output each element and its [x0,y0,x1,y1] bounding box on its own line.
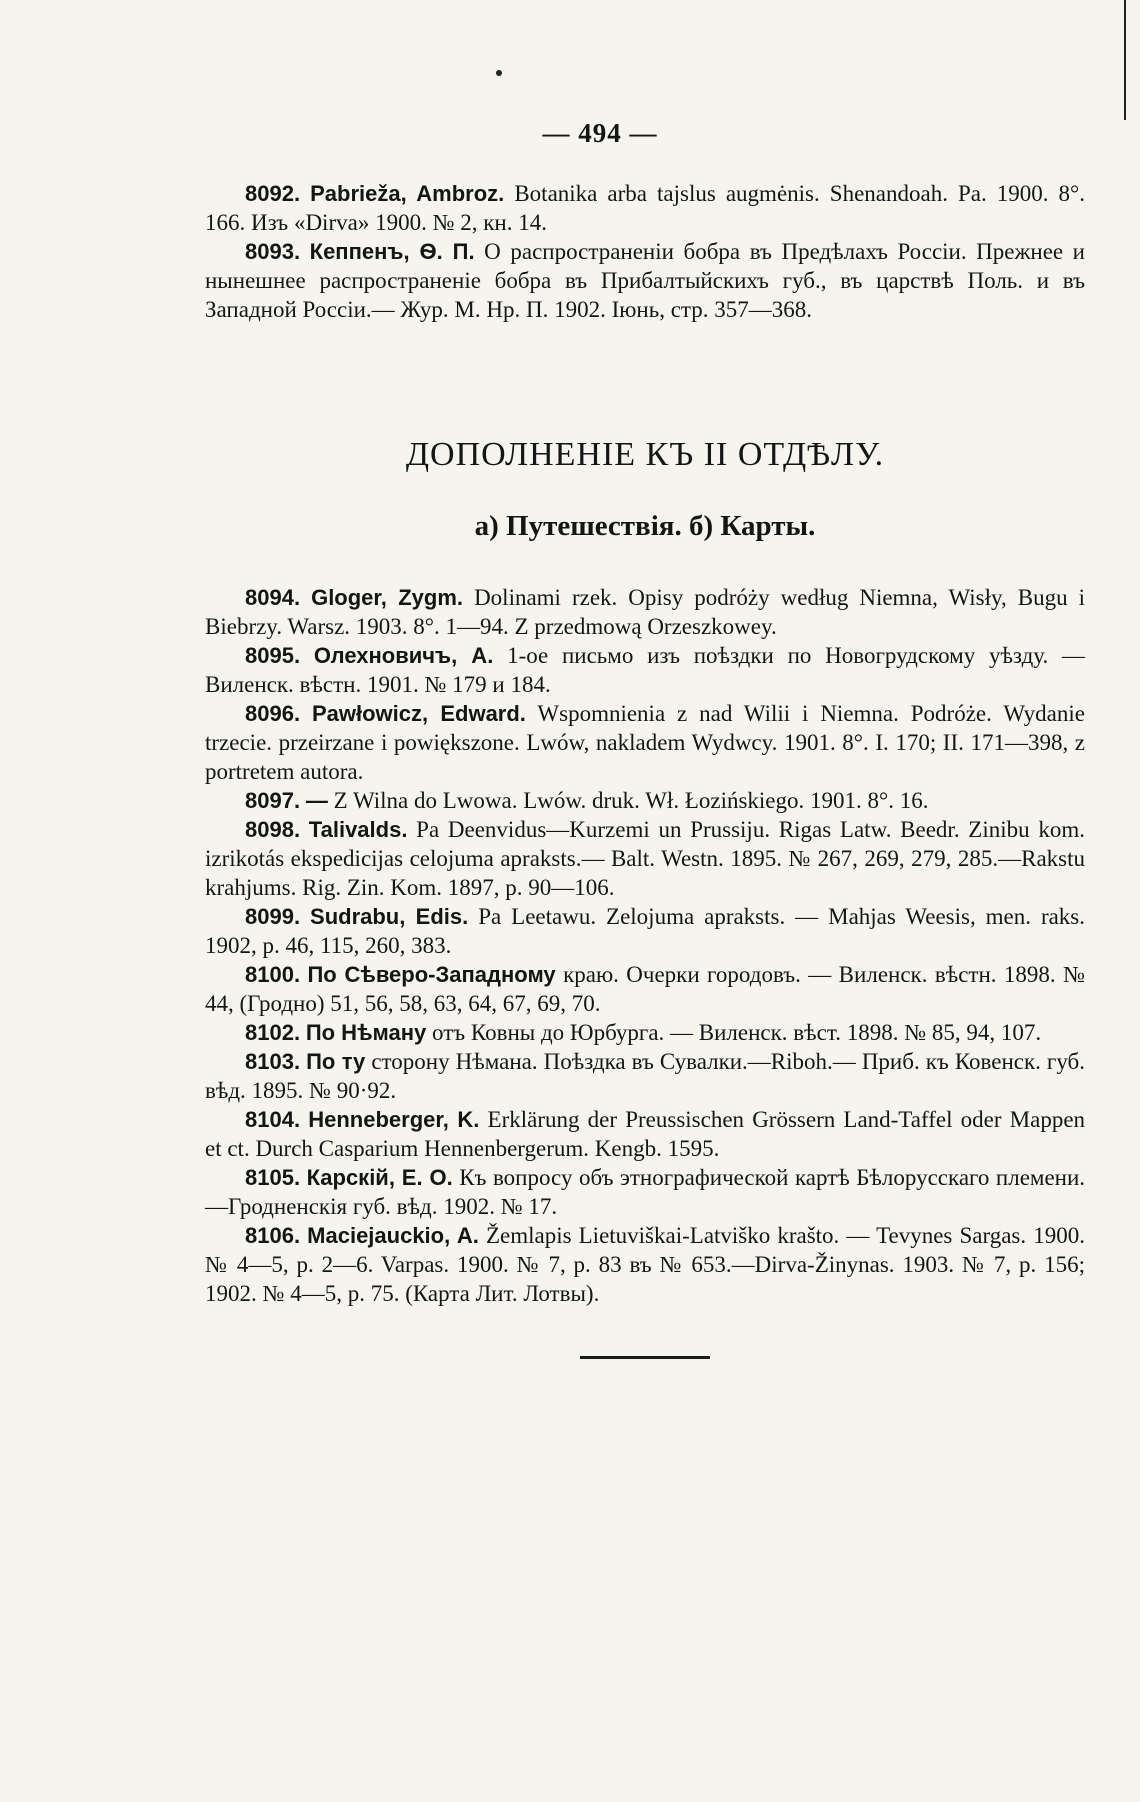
supplement-heading: ДОПОЛНЕНІЕ КЪ II ОТДѢЛУ. [405,436,885,473]
entry-author: Gloger, Zygm. [311,585,464,610]
entry-text: О распространеніи бобра въ Предѣлахъ Россіи. Прежнее и нынешнее распространеніе бобра въ Прибалтыйскихъ губ., въ царствѣ Поль. и въ Западной Россіи.— Жур. М. Нр. П. 1902. Іюнь, стр. 357—368. [205,239,1085,322]
bibliography-entry [205,786,1085,815]
entry-text: Wspomnienia z nad Wilii i Niemna. Podróże. Wydanie trzecie. przeirzane i powiększone. Lwów, nakladem Wydwcy. 1901. 8°. I. 170; II. 171—398, z portretem autora. [205,701,1085,784]
entry-author: — [305,788,328,813]
entry-author: Pabrieža, Ambroz. [310,181,505,206]
bibliography-entry [205,1163,1085,1221]
closing-rule [580,1356,710,1359]
section-subheading: а) Путешествія. б) Карты. [474,510,816,542]
bibliography-entry [205,583,1085,641]
bibliography-entry [205,902,1085,960]
entry-author: По ту [306,1049,366,1074]
entry-author: Pawłowicz, Edward. [311,701,526,726]
entry-text: сторону Нѣмана. Поѣздка въ Сувалки.—Riboh.— Приб. къ Ковенск. губ. вѣд. 1895. № 90·92. [205,1049,1085,1103]
entry-author: По Нѣману [305,1020,427,1045]
bibliography-entry [205,237,1085,324]
document-page [205,118,1085,1359]
bibliography-entry [205,1105,1085,1163]
entry-text: Dolinami rzek. Opisy podróży według Niemna, Wisły, Bugu i Biebrzy. Warsz. 1903. 8°. 1—94. Z przedmową Orzeszkowey. [205,585,1086,639]
entry-number: 8100. [245,962,301,987]
entry-author: Олехновичъ, А. [313,643,494,668]
entry-text: Pa Leetawu. Zelojuma apraksts. — Mahjas Weesis, men. raks. 1902, p. 46, 115, 260, 383. [205,904,1086,958]
bibliography-entry [205,960,1085,1018]
bibliography-entry [205,1047,1085,1105]
entry-number: 8103. [245,1049,301,1074]
entry-text: Botanika arba tajslus augmėnis. Shenandoah. Pa. 1900. 8°. 166. Изъ «Dirva» 1900. № 2, кн. 14. [205,181,1086,235]
entry-number: 8102. [245,1020,301,1045]
entry-number: 8092. [245,181,301,206]
entry-text: Къ вопросу объ этнографической картѣ Бѣлорусскаго племени.—Гродненскія губ. вѣд. 1902. № 17. [205,1165,1086,1219]
entry-number: 8105. [245,1165,301,1190]
entry-number: 8098. [245,817,301,842]
entry-text: отъ Ковны до Юрбурга. — Виленск. вѣст. 1898. № 85, 94, 107. [432,1020,1042,1045]
entries-bottom [205,583,1085,1308]
entry-author: Henneberger, K. [308,1107,480,1132]
entry-author: Карскій, Е. О. [306,1165,453,1190]
entry-text: краю. Очерки городовъ. — Виленск. вѣстн. 1898. № 44, (Гродно) 51, 56, 58, 63, 64, 67, 69, 70. [205,962,1086,1016]
entry-number: 8094. [245,585,301,610]
bibliography-entry [205,815,1085,902]
entry-number: 8096. [245,701,301,726]
page-number: — 494 — [542,118,658,148]
entries-top [205,179,1085,324]
entry-author: Кеппенъ, Ѳ. П. [309,239,475,264]
entry-author: Talivalds. [308,817,408,842]
entry-text: 1-ое письмо изъ поѣздки по Новогрудскому уѣзду. — Виленск. вѣстн. 1901. № 179 и 184. [205,643,1085,697]
entry-author: По Сѣверо-Западному [307,962,556,987]
entry-number: 8093. [245,239,301,264]
entry-author: Maciejauckio, A. [307,1223,479,1248]
bibliography-entry [205,1221,1085,1308]
bibliography-entry [205,1018,1085,1047]
entry-text: Z Wilna do Lwowa. Lwów. druk. Wł. Łozińskiego. 1901. 8°. 16. [333,788,929,813]
entry-author: Sudrabu, Edis. [310,904,469,929]
entry-text: Erklärung der Preussischen Grössern Land-Taffel oder Mappen et ct. Durch Casparium Hennenbergerum. Kengb. 1595. [205,1107,1086,1161]
entry-number: 8106. [245,1223,301,1248]
entry-number: 8097. [245,788,301,813]
entry-number: 8099. [245,904,301,929]
entry-text: Pa Deenvidus—Kurzemi un Prussiju. Rigas Latw. Beedr. Zinibu kom. izrikotás ekspedicijas celojuma apraksts.— Balt. Westn. 1895. № 267, 269, 279, 285.—Rakstu krahjums. Rig. Zin. Kom. 1897, p. 90—106. [205,817,1085,900]
entry-text: Žemlapis Lietuviškai-Latviško krašto. — Tevynes Sargas. 1900. № 4—5, p. 2—6. Varpas. 1900. № 7, p. 83 въ № 653.—Dirva-Žinynas. 1903. № 7, p. 156; 1902. № 4—5, p. 75. (Карта Лит. Лотвы). [205,1223,1085,1306]
page-edge-rule [1124,0,1126,120]
bibliography-entry [205,179,1085,237]
bibliography-entry [205,699,1085,786]
bibliography-entry [205,641,1085,699]
entry-number: 8095. [245,643,301,668]
entry-number: 8104. [245,1107,301,1132]
ink-dot [496,70,502,76]
